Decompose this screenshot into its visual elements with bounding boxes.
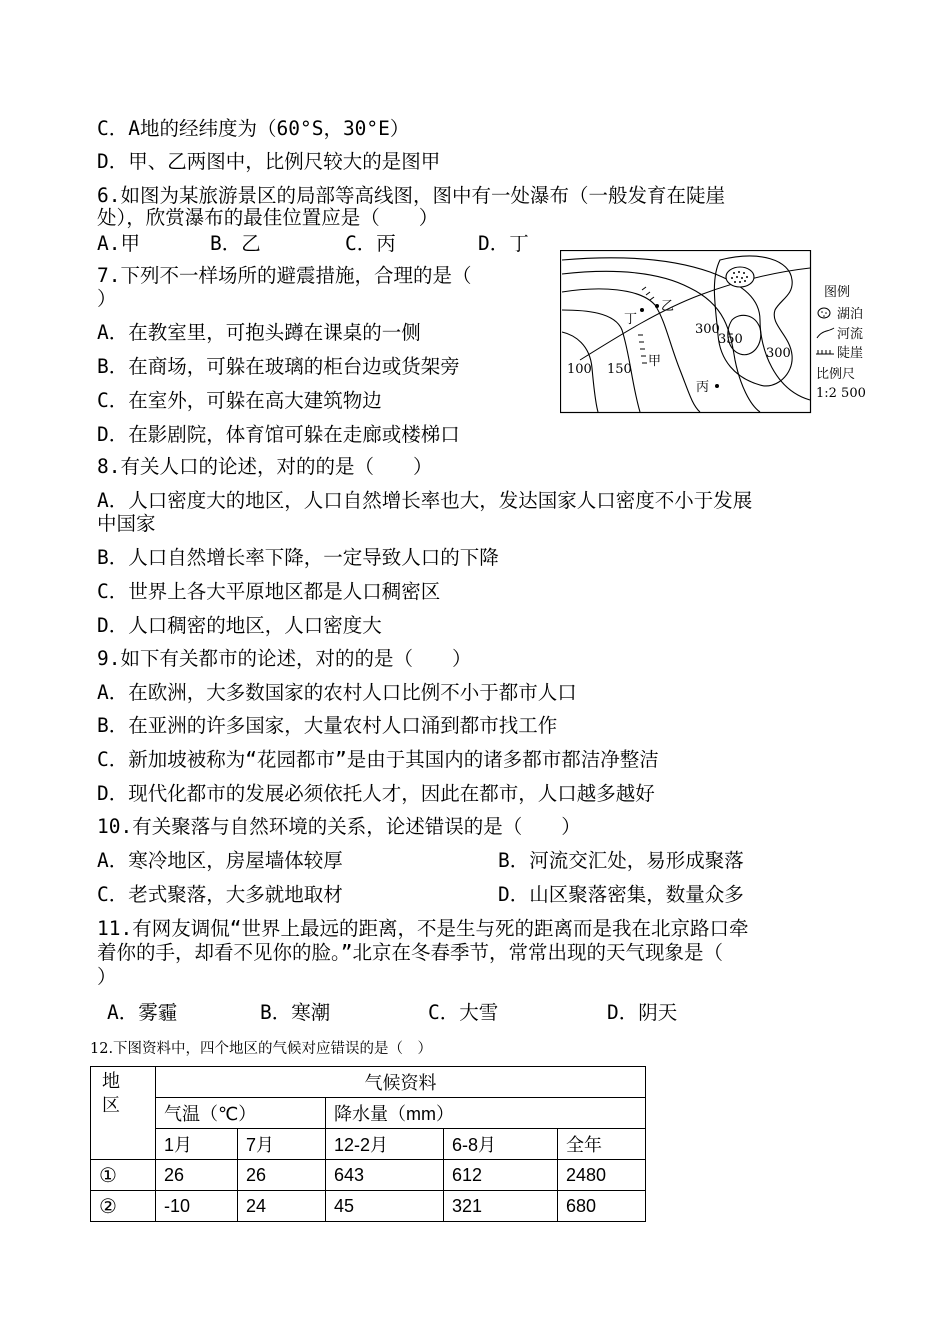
q11-option-a: A．雾霾 — [107, 1001, 178, 1024]
precip-header: 降水量（mm） — [326, 1098, 646, 1129]
q10-stem: 10.有关聚落与自然环境的关系，论述错误的是（ ） — [97, 815, 581, 838]
temp-header: 气温（℃） — [156, 1098, 326, 1129]
data-header: 气候资料 — [156, 1067, 646, 1098]
q8-option-a-line1: A．人口密度大的地区，人口自然增长率也大，发达国家人口密度不小于发展 — [97, 489, 753, 512]
cell-jul-temp: 24 — [238, 1191, 326, 1222]
map-frame — [561, 251, 811, 413]
q8-option-a-line2: 中国家 — [97, 512, 156, 535]
q10-option-b: B．河流交汇处，易形成聚落 — [498, 849, 744, 872]
legend-cliff-icon — [816, 350, 834, 354]
col-header-annual: 全年 — [558, 1129, 646, 1160]
contour-lines — [562, 256, 810, 412]
cell-jun-aug-precip: 612 — [444, 1160, 558, 1191]
q5-option-c: C．A地的经纬度为（60°S，30°E） — [97, 117, 410, 140]
q9-option-a: A．在欧洲，大多数国家的农村人口比例不小于都市人口 — [97, 681, 577, 704]
q5-option-d: D．甲、乙两图中，比例尺较大的是图甲 — [97, 150, 441, 173]
contour-label-300-right: 300 — [766, 346, 791, 361]
q10-option-a: A．寒冷地区，房屋墙体较厚 — [97, 849, 343, 872]
place-label-bing: 丙 — [696, 380, 710, 395]
q6-option-a: A.甲 — [97, 232, 140, 255]
legend-title: 图例 — [824, 285, 851, 300]
cell-dec-feb-precip: 45 — [326, 1191, 444, 1222]
q10-option-c: C．老式聚落，大多就地取材 — [97, 883, 343, 906]
place-label-ding: 丁 — [624, 312, 638, 327]
col-header-jul: 7月 — [238, 1129, 326, 1160]
col-header-jan: 1月 — [156, 1129, 238, 1160]
q9-option-b: B．在亚洲的许多国家，大量农村人口涌到都市找工作 — [97, 714, 558, 737]
q6-stem-line2: 处），欣赏瀑布的最佳位置应是（ ） — [97, 206, 439, 229]
point-yi — [655, 304, 659, 308]
q7-stem-line1: 7.下列不一样场所的避震措施，合理的是（ — [97, 264, 472, 287]
legend-lake-label: 湖泊 — [837, 307, 864, 322]
q9-option-d: D．现代化都市的发展必须依托人才，因此在都市，人口越多越好 — [97, 782, 655, 805]
cell-annual-precip: 680 — [558, 1191, 646, 1222]
q6-option-c: C．丙 — [345, 232, 396, 255]
q11-option-c: C．大雪 — [428, 1001, 499, 1024]
table-row — [91, 1191, 646, 1222]
q8-option-c: C．世界上各大平原地区都是人口稠密区 — [97, 580, 441, 603]
q11-option-b: B．寒潮 — [260, 1001, 331, 1024]
contour-label-350: 350 — [718, 332, 743, 347]
contour-label-150: 150 — [607, 362, 632, 377]
region-header-text: 地区 — [102, 1071, 120, 1115]
q6-option-d: D．丁 — [478, 232, 529, 255]
q8-option-b: B．人口自然增长率下降，一定导致人口的下降 — [97, 546, 499, 569]
legend-river-icon — [817, 328, 834, 338]
q9-stem: 9.如下有关都市的论述，对的的是（ ） — [97, 647, 472, 670]
contour-map — [560, 250, 880, 416]
row-region: ① — [91, 1160, 156, 1191]
q6-option-b: B．乙 — [210, 232, 261, 255]
q7-stem-line2: ） — [97, 287, 117, 310]
q8-option-d: D．人口稠密的地区，人口密度大 — [97, 614, 382, 637]
point-bing — [715, 384, 719, 388]
q11-option-d: D．阴天 — [607, 1001, 678, 1024]
contour-label-100: 100 — [567, 362, 592, 377]
col-header-dec-feb: 12-2月 — [326, 1129, 444, 1160]
q7-option-c: C．在室外，可躲在高大建筑物边 — [97, 389, 382, 412]
table-row — [91, 1160, 646, 1191]
q6-stem-line1: 6.如图为某旅游景区的局部等高线图，图中有一处瀑布（一般发育在陡崖 — [97, 184, 725, 207]
cell-jul-temp: 26 — [238, 1160, 326, 1191]
legend-cliff-label: 陡崖 — [837, 346, 864, 361]
q11-stem-line3: ） — [97, 965, 117, 988]
q11-stem-line2: 着你的手，却看不见你的脸。”北京在冬春季节，常常出现的天气现象是（ — [97, 941, 723, 964]
place-label-jia: 甲 — [648, 354, 662, 369]
cell-jan-temp: 26 — [156, 1160, 238, 1191]
cell-jan-temp: -10 — [156, 1191, 238, 1222]
q8-stem: 8.有关人口的论述，对的的是（ ） — [97, 455, 433, 478]
region-header — [91, 1067, 156, 1160]
legend-river-label: 河流 — [837, 327, 864, 342]
col-header-jun-aug: 6-8月 — [444, 1129, 558, 1160]
scale-value: 1:2 500 — [816, 386, 866, 401]
q7-option-b: B．在商场，可躲在玻璃的柜台边或货架旁 — [97, 355, 460, 378]
cell-dec-feb-precip: 643 — [326, 1160, 444, 1191]
cell-annual-precip: 2480 — [558, 1160, 646, 1191]
q7-option-a: A．在教室里，可抱头蹲在课桌的一侧 — [97, 321, 421, 344]
cell-jun-aug-precip: 321 — [444, 1191, 558, 1222]
place-label-yi: 乙 — [661, 299, 675, 314]
q7-option-d: D．在影剧院，体育馆可躲在走廊或楼梯口 — [97, 423, 460, 446]
q10-option-d: D．山区聚落密集，数量众多 — [498, 883, 744, 906]
row-region: ② — [91, 1191, 156, 1222]
scale-label: 比例尺 — [816, 367, 856, 382]
contour-label-300-left: 300 — [695, 322, 720, 337]
q9-option-c: C．新加坡被称为“花园都市”是由于其国内的诸多都市都洁净整洁 — [97, 748, 659, 771]
lake-shape — [726, 267, 754, 287]
q11-stem-line1: 11.有网友调侃“世界上最远的距离，不是生与死的距离而是我在北京路口牵 — [97, 917, 749, 940]
point-ding — [640, 308, 644, 312]
climate-table — [90, 1066, 646, 1222]
q12-stem: 12.下图资料中，四个地区的气候对应错误的是（ ） — [90, 1041, 433, 1057]
